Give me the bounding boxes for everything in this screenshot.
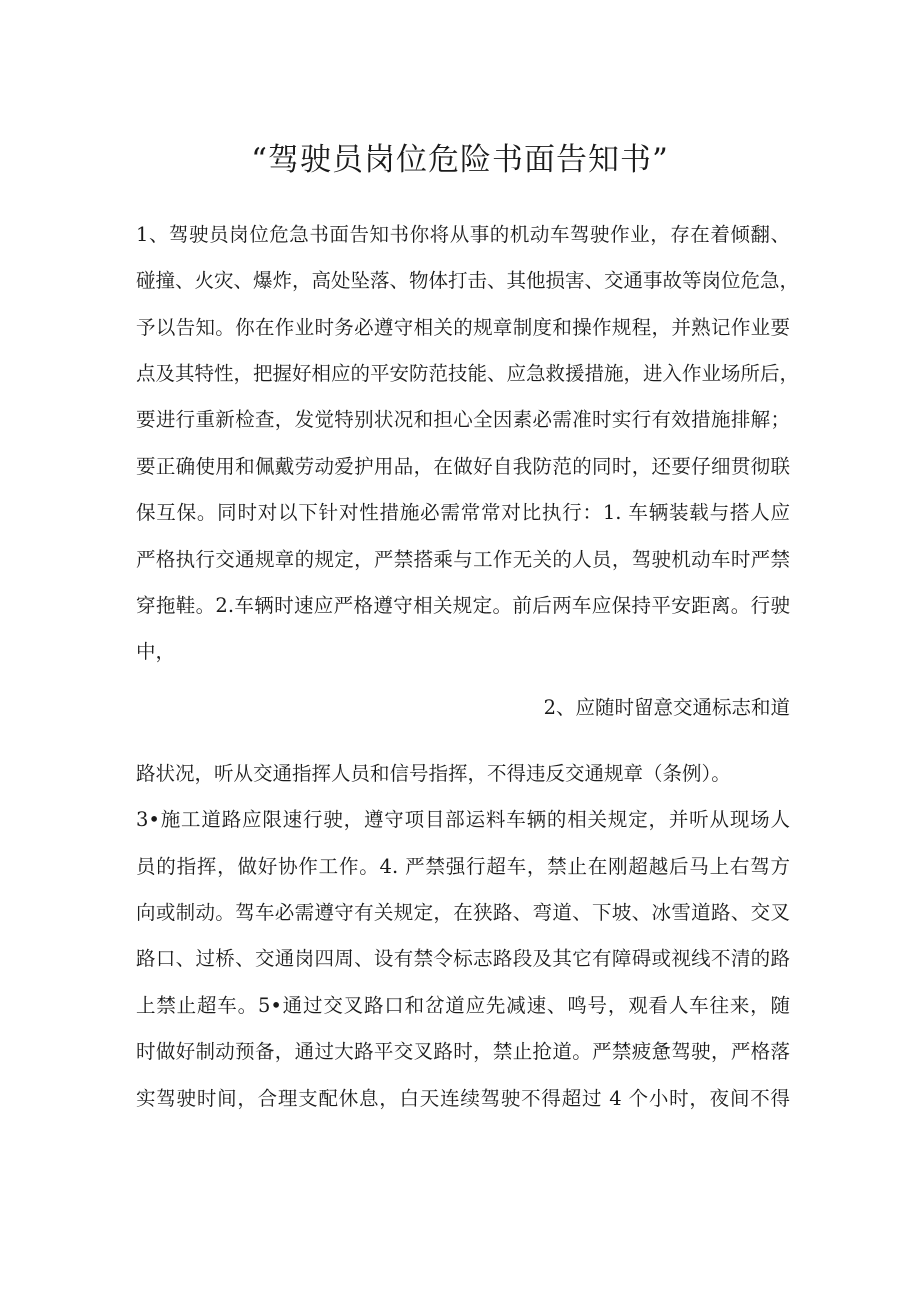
- paragraph-line: 中，: [136, 640, 176, 663]
- paragraph-line: 要正确使用和佩戴劳动爱护用品，在做好自我防范的同时，还要仔细贯彻联: [136, 455, 790, 478]
- paragraph-line: 上禁止超车。5•通过交叉路口和岔道应先减速、鸣号，观看人车往来，随: [136, 994, 790, 1017]
- paragraph-line: 向或制动。驾车必需遵守有关规定，在狭路、弯道、下坡、冰雪道路、交叉: [136, 901, 790, 924]
- paragraph-line: 路口、过桥、交通岗四周、设有禁令标志路段及其它有障碍或视线不清的路: [136, 947, 790, 970]
- paragraph-line: 点及其特性，把握好相应的平安防范技能、应急救援措施，进入作业场所后，: [136, 362, 800, 385]
- paragraph-line: 2、应随时留意交通标志和道: [543, 696, 790, 719]
- paragraph-line: 员的指挥，做好协作工作。4. 严禁强行超车，禁止在刚超越后马上右驾方: [136, 855, 790, 878]
- paragraph-line: 3•施工道路应限速行驶，遵守项目部运料车辆的相关规定，并听从现场人: [136, 808, 790, 831]
- paragraph-line: 予以告知。你在作业时务必遵守相关的规章制度和操作规程，并熟记作业要: [136, 316, 790, 339]
- paragraph-line: 实驾驶时间，合理支配休息，白天连续驾驶不得超过 4 个小时，夜间不得: [136, 1087, 790, 1110]
- paragraph-line: 严格执行交通规章的规定，严禁搭乘与工作无关的人员，驾驶机动车时严禁: [136, 548, 790, 571]
- paragraph-line: 路状况，听从交通指挥人员和信号指挥，不得违反交通规章（条例）。: [136, 762, 731, 785]
- paragraph-line: 保互保。同时对以下针对性措施必需常常对比执行：1. 车辆装载与搭人应: [136, 501, 790, 524]
- paragraph-line: 穿拖鞋。2.车辆时速应严格遵守相关规定。前后两车应保持平安距离。行驶: [136, 594, 790, 617]
- document-title: “驾驶员岗位危险书面告知书”: [251, 142, 669, 178]
- paragraph-line: 要进行重新检查，发觉特别状况和担心全因素必需准时实行有效措施排解；: [136, 408, 790, 431]
- paragraph-line: 1、驾驶员岗位危急书面告知书你将从事的机动车驾驶作业，存在着倾翻、: [136, 223, 790, 246]
- paragraph-line: 碰撞、火灾、爆炸，高处坠落、物体打击、其他损害、交通事故等岗位危急，: [136, 269, 800, 292]
- paragraph-line: 时做好制动预备，通过大路平交叉路时，禁止抢道。严禁疲惫驾驶，严格落: [136, 1040, 790, 1063]
